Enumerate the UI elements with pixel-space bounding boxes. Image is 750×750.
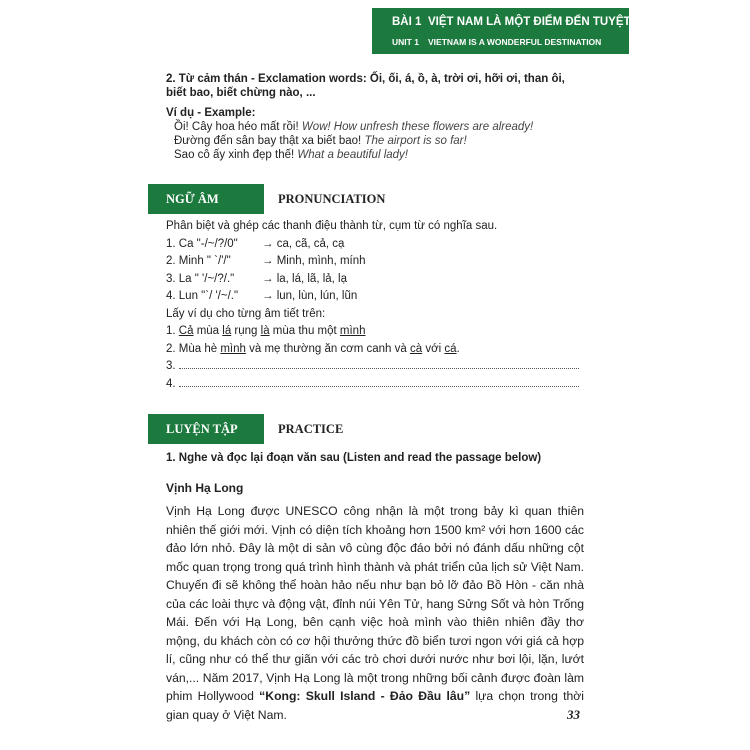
practice-label: PRACTICE xyxy=(278,422,344,436)
pronunciation-section xyxy=(166,218,586,393)
practice-instruction: 1. Nghe và đọc lại đoạn văn sau (Listen and read the passage below) xyxy=(166,452,542,464)
example-en: Wow! How unfresh these flowers are already! xyxy=(301,121,534,133)
header-line-vi xyxy=(392,16,654,28)
example-line xyxy=(166,134,586,148)
example-intro: Lấy ví dụ cho từng âm tiết trên: xyxy=(166,307,326,320)
lesson-header xyxy=(372,8,655,54)
tone-prompt: 4. Lun "`/ '/~/." xyxy=(166,290,239,302)
passage-title: Vịnh Hạ Long xyxy=(166,481,244,495)
blank-line xyxy=(166,358,586,376)
tone-prompt: 3. La " '/~/?/." xyxy=(166,272,235,285)
syllable-example xyxy=(166,341,586,359)
practice-section xyxy=(166,452,584,724)
example-vi: Sao cô ấy xinh đẹp thế! xyxy=(174,149,295,161)
plain-text: . xyxy=(456,342,460,355)
item-number: 1. xyxy=(166,325,176,337)
plain-text: với xyxy=(422,342,445,355)
tone-prompt: 2. Minh " `/'/" xyxy=(166,255,231,267)
lesson-title-vi: VIỆT NAM LÀ MỘT ĐIỂM ĐẾN TUYỆT VỜI xyxy=(428,16,655,28)
tone-item xyxy=(166,288,586,306)
item-number: 3. xyxy=(166,360,176,372)
underlined-word: mình xyxy=(339,325,366,337)
passage-text xyxy=(166,502,584,724)
header-line-en xyxy=(392,37,601,47)
item-number: 4. xyxy=(166,377,176,390)
example-line xyxy=(166,120,586,134)
example-en: The airport is so far! xyxy=(364,135,467,147)
exclamation-title: 2. Từ cảm thán - Exclamation words: Ối, ối, á, ồ, à, trời ơi, hỡi ơi, than ôi, biết bao, biết chừng nào, ... xyxy=(166,73,565,99)
underlined-word: Cả xyxy=(178,325,194,337)
pronunciation-instruction: Phân biệt và ghép các thanh điệu thành từ, cụm từ có nghĩa sau. xyxy=(166,220,498,232)
passage-end: lựa chọn trong thời gian quay ở Việt Nam. xyxy=(166,689,584,722)
lesson-title-en: VIETNAM IS A WONDERFUL DESTINATION xyxy=(428,37,602,47)
tone-item xyxy=(166,271,586,289)
practice-bar: LUYỆN TẬP xyxy=(148,414,264,444)
lesson-number-vi: BÀI 1 xyxy=(392,16,422,28)
example-line xyxy=(166,148,586,162)
fill-in-blank[interactable] xyxy=(179,376,579,387)
tone-item xyxy=(166,253,586,271)
exclamation-section xyxy=(166,72,586,162)
plain-text: mùa xyxy=(193,325,223,337)
item-number: 2. xyxy=(166,342,176,355)
example-vi: Ồi! Cây hoa héo mất rồi! xyxy=(174,121,299,133)
underlined-word: mình xyxy=(220,342,246,355)
underlined-word: cà xyxy=(409,342,423,355)
underlined-word: là xyxy=(260,325,270,337)
fill-in-blank[interactable] xyxy=(179,358,579,369)
example-vi: Đường đến sân bay thật xa biết bao! xyxy=(174,135,362,147)
blank-line xyxy=(166,376,586,394)
plain-text: rụng xyxy=(231,325,261,337)
tone-answer: → Minh, mình, mính xyxy=(262,255,366,267)
underlined-word: cá xyxy=(444,342,457,355)
syllable-example xyxy=(166,323,586,341)
tone-prompt: 1. Ca "-/~/?/0" xyxy=(166,237,238,250)
page-number: 33 xyxy=(567,707,580,722)
film-title: “Kong: Skull Island - Đảo Đầu lâu” xyxy=(259,689,471,703)
tone-answer: → lun, lùn, lún, lũn xyxy=(262,290,358,302)
tone-answer: → ca, cã, cả, cạ xyxy=(262,237,345,250)
plain-text: và mẹ thường ăn cơm canh và xyxy=(245,342,410,355)
pronunciation-label: PRONUNCIATION xyxy=(278,192,386,206)
example-en: What a beautiful lady! xyxy=(297,149,408,161)
tone-item xyxy=(166,236,586,254)
lesson-number-en: UNIT 1 xyxy=(392,37,419,47)
passage-body: Vịnh Hạ Long được UNESCO công nhận là một trong bảy kì quan thiên nhiên thế giới mới. Vịnh có diện tích khoảng hơn 1500 km² với hơn 1600 các đảo lớn nhỏ. Đây là một di sản vô cùng độc đáo bởi nó đánh dấu những cột mốc quan trọng trong quá trình hình thành và phát triển của lịch sử Việt Nam. Chuyến đi sẽ không thể hoàn hảo nếu như bạn bỏ lỡ đảo Bồ Hòn - căn nhà của các loài thực và động vật, đỉnh núi Yên Tử, hang Sửng Sốt và hòn Trống Mái. Đến với Hạ Long, bên cạnh việc hoà mình vào thiên nhiên đầy thơ mộng, du khách còn có cơ hội thưởng thức đồ biển tươi ngon với giá cả hợp lí, cũng như có thể thư giãn với các trò chơi dưới nước như bơi lội, lặn, lướt ván,... Năm 2017, Vịnh Hạ Long là một trong những bối cảnh được đoàn làm phim Hollywood xyxy=(166,504,584,703)
underlined-word: lá xyxy=(222,325,232,337)
pronunciation-bar: NGỮ ÂM xyxy=(148,184,264,214)
plain-text: Mùa hè xyxy=(175,342,221,355)
plain-text: mùa thu một xyxy=(269,325,340,337)
tone-answer: → la, lá, lã, lả, lạ xyxy=(262,272,348,285)
example-heading: Ví dụ - Example: xyxy=(166,107,256,119)
